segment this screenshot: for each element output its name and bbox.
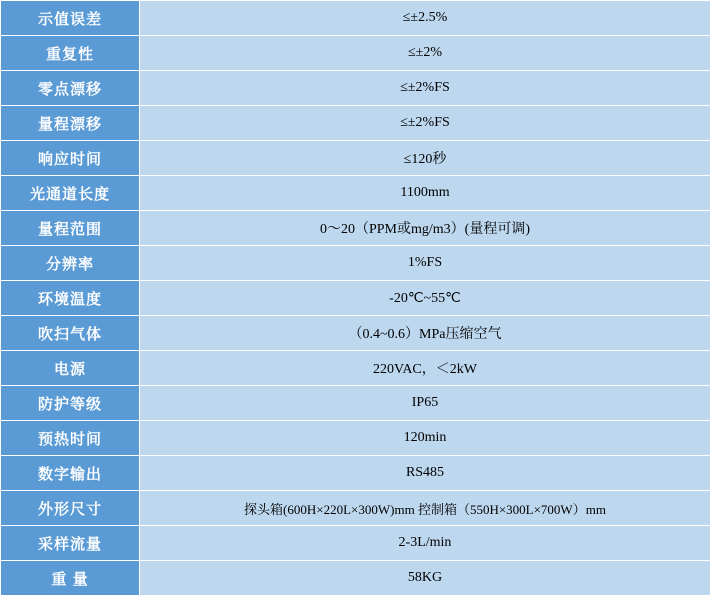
table-row [1,561,711,596]
spec-value: IP65 [140,386,711,421]
spec-value: 0～20（PPM或mg/m3）(量程可调) [140,211,711,246]
table-row [1,176,711,211]
spec-label: 吹扫气体 [1,316,140,351]
spec-value: 120min [140,421,711,456]
spec-label: 重复性 [1,36,140,71]
spec-value: 58KG [140,561,711,596]
spec-value: ≤±2.5% [140,1,711,36]
spec-value: （0.4~0.6）MPa压缩空气 [140,316,711,351]
table-row [1,1,711,36]
table-row [1,246,711,281]
table-row [1,491,711,526]
table-row [1,36,711,71]
table-row [1,211,711,246]
spec-label: 零点漂移 [1,71,140,106]
table-row [1,71,711,106]
table-row [1,526,711,561]
spec-label: 光通道长度 [1,176,140,211]
table-body [1,1,711,596]
spec-label: 电源 [1,351,140,386]
spec-value: RS485 [140,456,711,491]
spec-value: 220VAC，＜2kW [140,351,711,386]
spec-label: 重 量 [1,561,140,596]
spec-value: -20℃~55℃ [140,281,711,316]
spec-value: ≤±2%FS [140,106,711,141]
table-row [1,386,711,421]
spec-label: 量程范围 [1,211,140,246]
spec-value: ≤±2% [140,36,711,71]
spec-label: 环境温度 [1,281,140,316]
table-row [1,421,711,456]
table-row [1,141,711,176]
spec-value: 1%FS [140,246,711,281]
spec-label: 防护等级 [1,386,140,421]
spec-value: 1100mm [140,176,711,211]
table-row [1,281,711,316]
spec-value: 探头箱(600H×220L×300W)mm 控制箱（550H×300L×700W）mm [140,491,711,526]
table-row [1,316,711,351]
spec-label: 示值误差 [1,1,140,36]
table-row [1,351,711,386]
table-row [1,106,711,141]
spec-label: 分辨率 [1,246,140,281]
spec-label: 外形尺寸 [1,491,140,526]
spec-value: 2-3L/min [140,526,711,561]
spec-value: ≤120秒 [140,141,711,176]
spec-value: ≤±2%FS [140,71,711,106]
spec-label: 量程漂移 [1,106,140,141]
spec-label: 响应时间 [1,141,140,176]
table-row [1,456,711,491]
spec-label: 数字输出 [1,456,140,491]
spec-label: 采样流量 [1,526,140,561]
spec-label: 预热时间 [1,421,140,456]
